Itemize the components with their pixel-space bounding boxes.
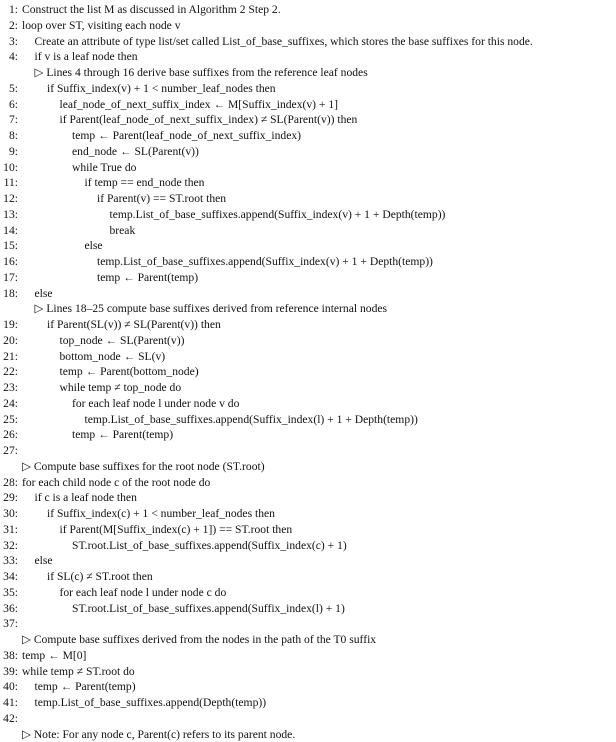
code-text: loop over ST, visiting each node v [22,18,181,34]
line-number: 15: [2,238,18,254]
algorithm-line [2,396,614,412]
code-text: temp ← Parent(bottom_node) [60,364,199,380]
code-text: ST.root.List_of_base_suffixes.append(Suffix_index(c) + 1) [72,538,347,554]
algorithm-line [2,427,614,443]
algorithm-line [2,664,614,680]
code-text: temp.List_of_base_suffixes.append(Depth(temp)) [35,695,267,711]
code-text: for each leaf node l under node c do [60,585,227,601]
code-text: temp ← Parent(leaf_node_of_next_suffix_index) [72,128,301,144]
line-number: 9: [2,144,18,160]
algorithm-line [2,97,614,113]
line-number: 18: [2,286,18,302]
algorithm-line [2,459,614,475]
algorithm-line [2,490,614,506]
line-number: 40: [2,679,18,695]
line-number: 41: [2,695,18,711]
algorithm-line [2,317,614,333]
line-number: 42: [2,711,18,727]
algorithm-line [2,112,614,128]
algorithm-line [2,711,614,727]
code-text: if temp == end_node then [85,175,205,191]
line-number: 24: [2,396,18,412]
algorithm-line [2,349,614,365]
algorithm-line [2,443,614,459]
line-number: 7: [2,112,18,128]
algorithm-line [2,601,614,617]
code-text: ST.root.List_of_base_suffixes.append(Suffix_index(l) + 1) [72,601,345,617]
code-text: temp ← Parent(temp) [35,679,136,695]
algorithm-line [2,191,614,207]
algorithm-line [2,18,614,34]
algorithm-line [2,49,614,65]
algorithm-line [2,506,614,522]
algorithm-line [2,695,614,711]
code-text: if v is a leaf node then [35,49,138,65]
algorithm-line [2,553,614,569]
line-number: 23: [2,380,18,396]
algorithm-line [2,160,614,176]
code-text: if SL(c) ≠ ST.root then [47,569,153,585]
code-text: if Parent(SL(v)) ≠ SL(Parent(v)) then [47,317,221,333]
code-text: break [110,223,136,239]
line-number: 3: [2,34,18,50]
algorithm-line [2,81,614,97]
comment-text: ▷ Lines 18–25 compute base suffixes derived from reference internal nodes [35,301,388,317]
line-number: 39: [2,664,18,680]
comment-text: ▷ Lines 4 through 16 derive base suffixes from the reference leaf nodes [35,65,368,81]
line-number: 17: [2,270,18,286]
algorithm-line [2,65,614,81]
code-text: else [35,553,53,569]
line-number: 8: [2,128,18,144]
code-text: temp.List_of_base_suffixes.append(Suffix_index(l) + 1 + Depth(temp)) [85,412,418,428]
algorithm-line [2,286,614,302]
line-number: 34: [2,569,18,585]
code-text: while True do [72,160,136,176]
algorithm-line [2,538,614,554]
algorithm-line [2,412,614,428]
algorithm-line [2,175,614,191]
line-number: 37: [2,616,18,632]
line-number: 27: [2,443,18,459]
line-number: 10: [2,160,18,176]
code-text: else [35,286,53,302]
code-text: temp.List_of_base_suffixes.append(Suffix_index(v) + 1 + Depth(temp)) [110,207,446,223]
line-number: 4: [2,49,18,65]
line-number: 21: [2,349,18,365]
comment-text: ▷ Note: For any node c, Parent(c) refers to its parent node. [22,727,295,742]
code-text: temp ← Parent(temp) [72,427,173,443]
code-text: temp.List_of_base_suffixes.append(Suffix_index(v) + 1 + Depth(temp)) [97,254,433,270]
line-number: 1: [2,2,18,18]
algorithm-line [2,648,614,664]
algorithm-line [2,569,614,585]
line-number: 5: [2,81,18,97]
code-text: if c is a leaf node then [35,490,137,506]
code-text: else [85,238,103,254]
line-number: 2: [2,18,18,34]
line-number: 29: [2,490,18,506]
line-number: 35: [2,585,18,601]
line-number: 12: [2,191,18,207]
line-number: 38: [2,648,18,664]
code-text: temp ← Parent(temp) [97,270,198,286]
line-number: 30: [2,506,18,522]
code-text: temp ← M[0] [22,648,86,664]
code-text: top_node ← SL(Parent(v)) [60,333,185,349]
algorithm-line [2,522,614,538]
code-text: end_node ← SL(Parent(v)) [72,144,199,160]
code-text: if Parent(M[Suffix_index(c) + 1]) == ST.root then [60,522,293,538]
algorithm-line [2,128,614,144]
algorithm-line [2,301,614,317]
line-number: 28: [2,475,18,491]
line-number: 25: [2,412,18,428]
algorithm-line [2,238,614,254]
line-number: 33: [2,553,18,569]
code-text: while temp ≠ ST.root do [22,664,135,680]
line-number: 26: [2,427,18,443]
line-number: 32: [2,538,18,554]
algorithm-line [2,254,614,270]
algorithm-line [2,632,614,648]
algorithm-line [2,585,614,601]
algorithm-line [2,144,614,160]
code-text: bottom_node ← SL(v) [60,349,166,365]
code-text: Create an attribute of type list/set called List_of_base_suffixes, which stores the base suffixes for this node. [35,34,533,50]
line-number: 31: [2,522,18,538]
algorithm-line [2,364,614,380]
algorithm-line [2,616,614,632]
code-text: while temp ≠ top_node do [60,380,182,396]
algorithm-line [2,475,614,491]
algorithm-line [2,270,614,286]
line-number: 11: [2,175,18,191]
line-number: 14: [2,223,18,239]
algorithm-line [2,333,614,349]
line-number: 6: [2,97,18,113]
line-number: 20: [2,333,18,349]
code-text: for each child node c of the root node do [22,475,210,491]
code-text: if Parent(v) == ST.root then [97,191,226,207]
code-text: if Suffix_index(c) + 1 < number_leaf_nodes then [47,506,275,522]
algorithm-line [2,207,614,223]
comment-text: ▷ Compute base suffixes derived from the nodes in the path of the T0 suffix [22,632,376,648]
line-number: 22: [2,364,18,380]
algorithm-line [2,223,614,239]
line-number: 16: [2,254,18,270]
code-text: Construct the list M as discussed in Algorithm 2 Step 2. [22,2,281,18]
line-number: 19: [2,317,18,333]
code-text: if Parent(leaf_node_of_next_suffix_index) ≠ SL(Parent(v)) then [60,112,358,128]
code-text: if Suffix_index(v) + 1 < number_leaf_nodes then [47,81,276,97]
algorithm-line [2,2,614,18]
code-text: for each leaf node l under node v do [72,396,239,412]
algorithm-line [2,34,614,50]
line-number: 13: [2,207,18,223]
algorithm-line [2,380,614,396]
line-number: 36: [2,601,18,617]
code-text: leaf_node_of_next_suffix_index ← M[Suffix_index(v) + 1] [60,97,339,113]
comment-text: ▷ Compute base suffixes for the root node (ST.root) [22,459,265,475]
algorithm-line [2,679,614,695]
algorithm-line [2,727,614,742]
